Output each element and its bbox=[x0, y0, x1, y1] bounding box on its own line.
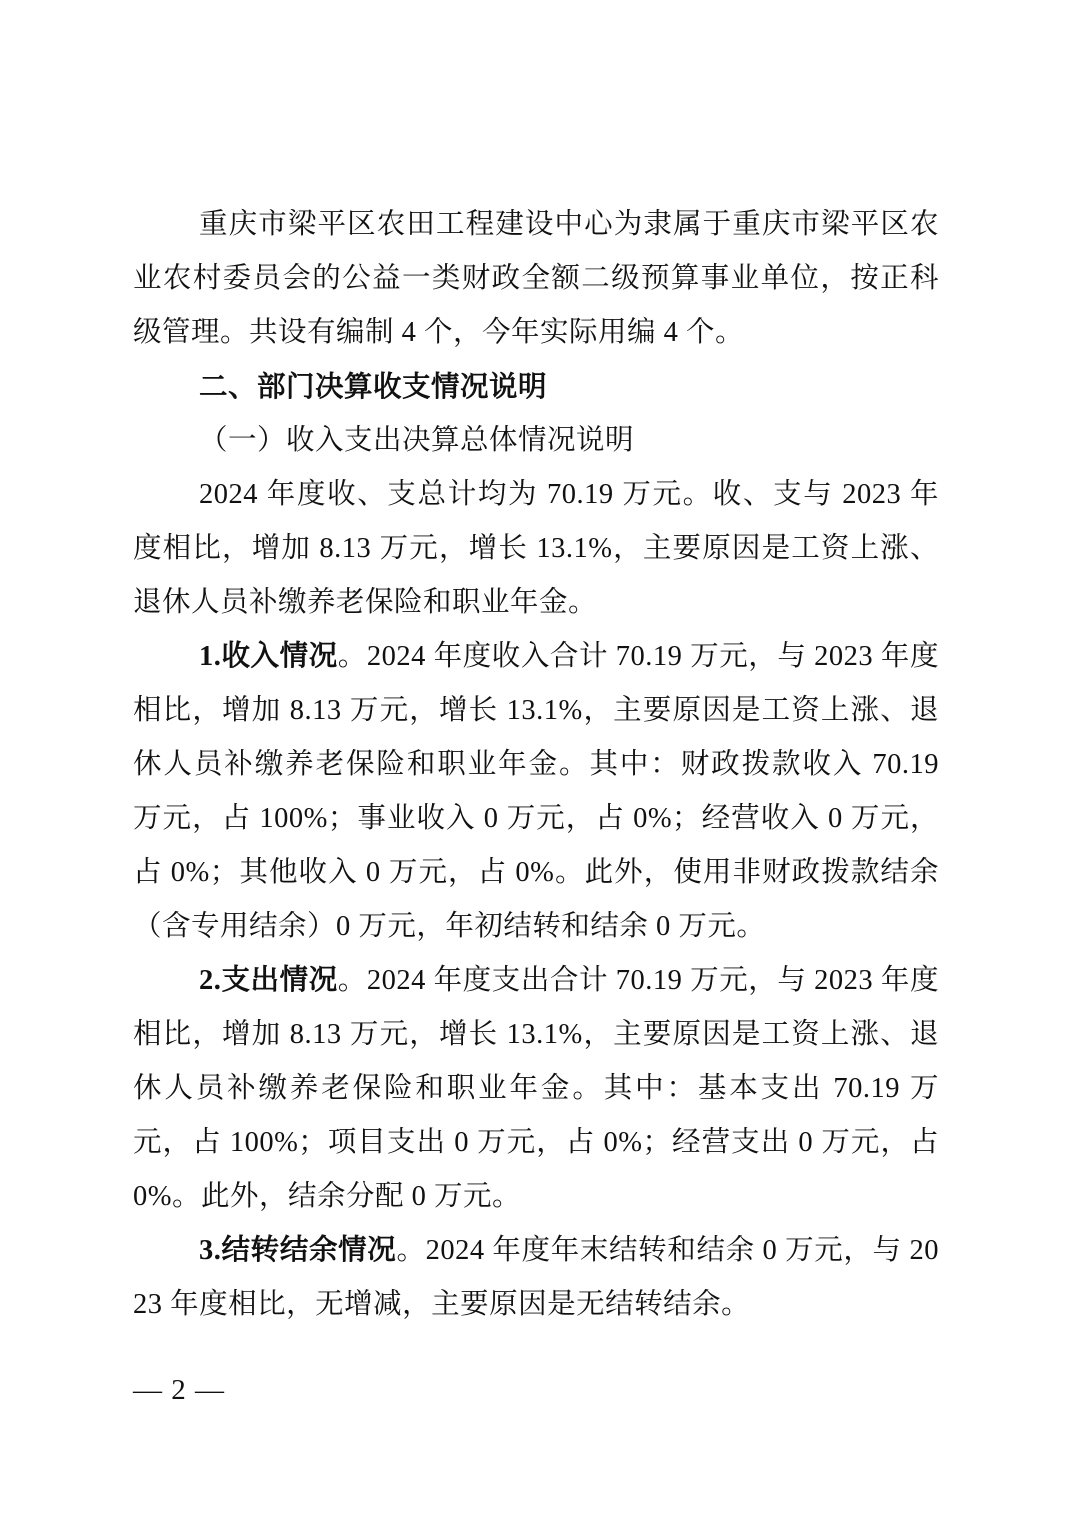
income-text: 。2024 年度收入合计 70.19 万元，与 2023 年度相比，增加 8.13 万元，增长 13.1%，主要原因是工资上涨、退休人员补缴养老保险和职业年金。其中：财政拨款收入 70.19 万元，占 100%；事业收入 0 万元，占 0%；经营收入 0 万元，占 0%；其他收入 0 万元，占 0%。此外，使用非财政拨款结余（含专用结余）0 万元，年初结转和结余 0 万元。 bbox=[133, 641, 939, 942]
expenditure-text: 。2024 年度支出合计 70.19 万元，与 2023 年度相比，增加 8.13 万元，增长 13.1%，主要原因是工资上涨、退休人员补缴养老保险和职业年金。其中：基本支出 70.19 万元，占 100%；项目支出 0 万元，占 0%；经营支出 0 万元，占 0%。此外，结余分配 0 万元。 bbox=[133, 965, 939, 1212]
income-lead: 1.收入情况 bbox=[199, 641, 338, 672]
carryover-lead: 3.结转结余情况 bbox=[199, 1235, 397, 1266]
paragraph-overview: 2024 年度收、支总计均为 70.19 万元。收、支与 2023 年度相比，增加 8.13 万元，增长 13.1%，主要原因是工资上涨、退休人员补缴养老保险和职业年金。 bbox=[133, 479, 939, 618]
section-heading: 二、部门决算收支情况说明 bbox=[199, 371, 548, 403]
paragraph-carryover bbox=[133, 1224, 939, 1332]
page-number: — 2 — bbox=[133, 1374, 225, 1406]
paragraph-income bbox=[133, 630, 939, 954]
carryover-text: 。2024 年度年末结转和结余 0 万元，与 2023 年度相比，无增减，主要原因是无结转结余。 bbox=[133, 1235, 939, 1320]
subsection-heading: （一）收入支出决算总体情况说明 bbox=[199, 425, 635, 456]
document-body bbox=[133, 198, 939, 1332]
paragraph-intro: 重庆市梁平区农田工程建设中心为隶属于重庆市梁平区农业农村委员会的公益一类财政全额二级预算事业单位，按正科级管理。共设有编制 4 个，今年实际用编 4 个。 bbox=[133, 209, 939, 348]
expenditure-lead: 2.支出情况 bbox=[199, 965, 338, 996]
paragraph-expenditure bbox=[133, 954, 939, 1224]
